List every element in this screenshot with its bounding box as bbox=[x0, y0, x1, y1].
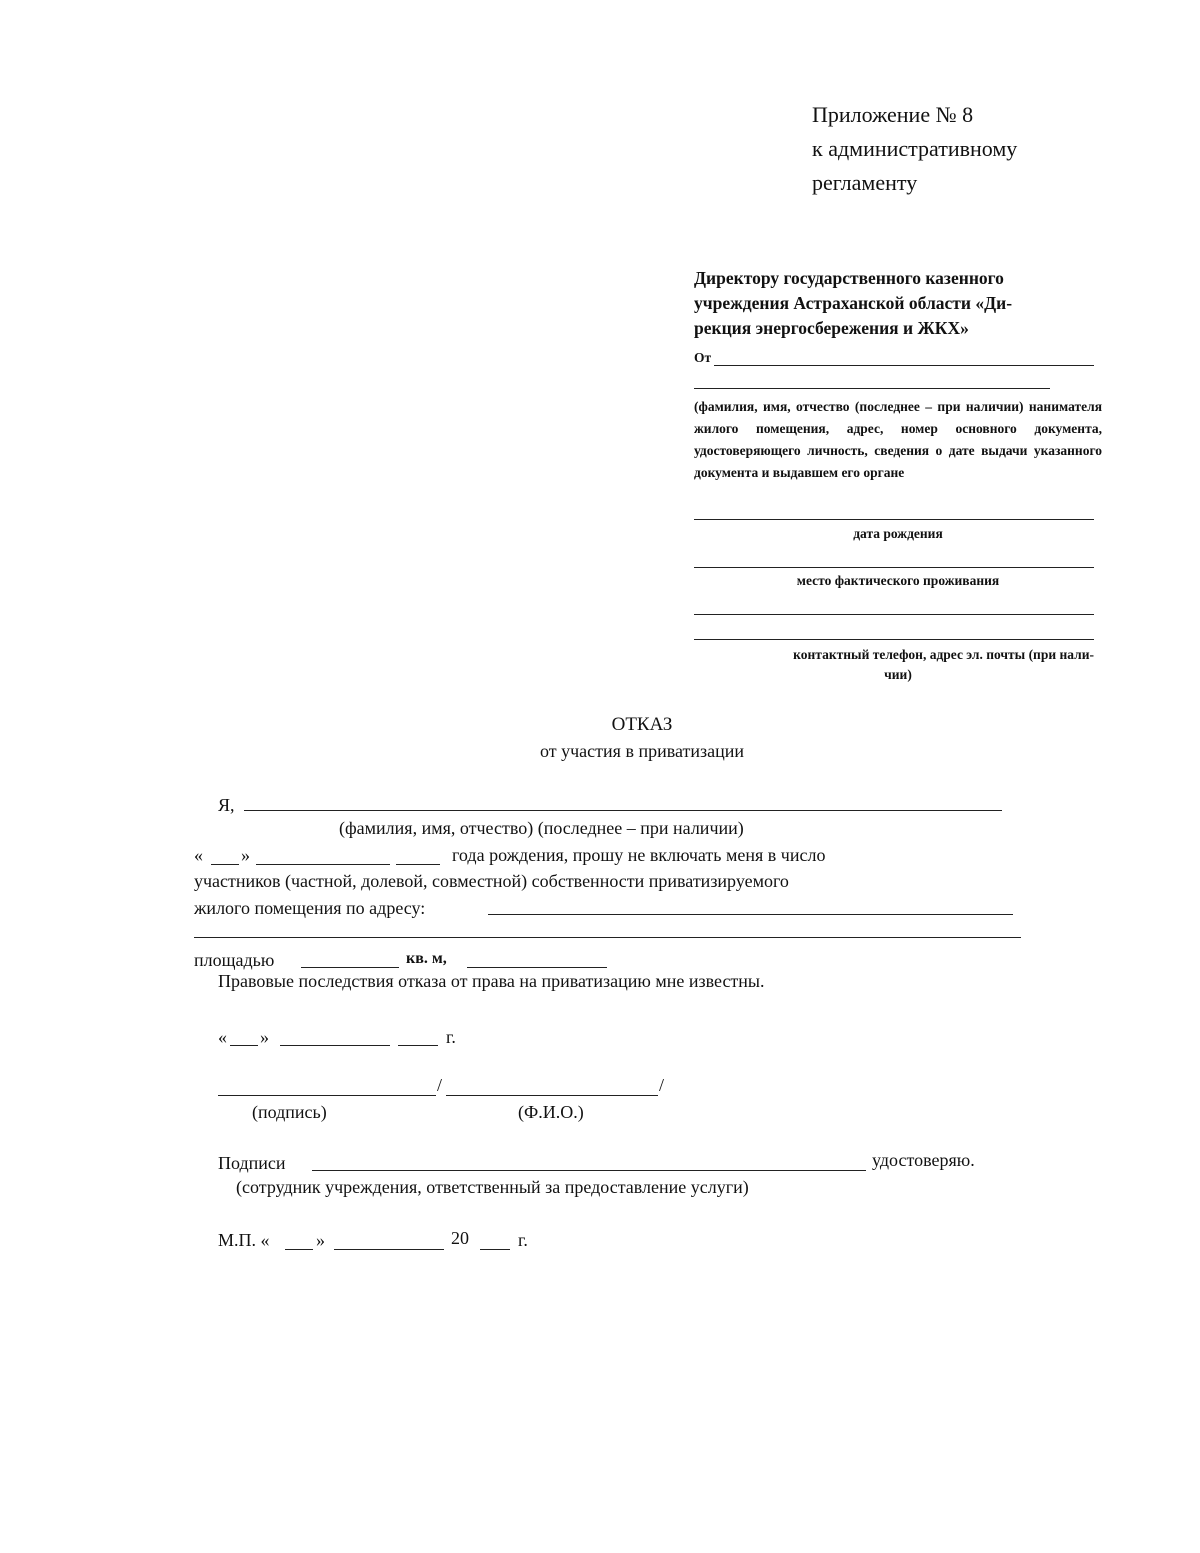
certification-suffix: удостоверяю. bbox=[872, 1150, 975, 1170]
statement-line3: участников (частной, долевой, совместной) собственности приватизируемого bbox=[194, 871, 789, 891]
certification-label: Подписи bbox=[218, 1153, 286, 1173]
date-month-field[interactable] bbox=[280, 1045, 390, 1046]
stamp-close: » bbox=[316, 1230, 325, 1250]
fio-caption: (фамилия, имя, отчество) (последнее – при наличии) bbox=[339, 818, 744, 838]
signature-slash-1: / bbox=[437, 1075, 443, 1095]
appendix-line2: к административному bbox=[812, 136, 1018, 161]
from-label: От bbox=[694, 350, 712, 365]
date-year-suffix: г. bbox=[446, 1027, 456, 1047]
signature-field[interactable] bbox=[218, 1095, 436, 1096]
signature-slash-2: / bbox=[659, 1075, 665, 1095]
addressee-block bbox=[694, 266, 1102, 341]
birth-day-close: » bbox=[241, 845, 250, 865]
stamp-label: М.П. « bbox=[218, 1230, 270, 1250]
stamp-month-field[interactable] bbox=[334, 1249, 444, 1250]
signature-caption: (подпись) bbox=[252, 1102, 327, 1122]
address-field-line-2[interactable] bbox=[194, 937, 1021, 938]
addressee-line3: рекция энергосбережения и ЖКХ» bbox=[694, 318, 969, 338]
signature-fio-caption: (Ф.И.О.) bbox=[518, 1102, 584, 1122]
residence-field-line[interactable] bbox=[694, 567, 1094, 568]
date-close: » bbox=[260, 1027, 269, 1047]
fio-field-line[interactable] bbox=[244, 810, 1002, 811]
birth-year-field[interactable] bbox=[396, 864, 440, 865]
signature-fio-field[interactable] bbox=[446, 1095, 658, 1096]
contact-field-line-2[interactable] bbox=[694, 639, 1094, 640]
birth-day-open: « bbox=[194, 845, 203, 865]
from-field-line[interactable] bbox=[714, 365, 1094, 366]
addressee-line2: учреждения Астраханской области «Ди- bbox=[694, 293, 1013, 313]
contact-caption-line1: контактный телефон, адрес эл. почты (при нали- bbox=[793, 647, 1094, 662]
document-title: ОТКАЗ bbox=[611, 714, 673, 735]
stamp-year-suffix: г. bbox=[518, 1230, 528, 1250]
certification-field[interactable] bbox=[312, 1170, 866, 1171]
date-year-field[interactable] bbox=[398, 1045, 438, 1046]
i-label: Я, bbox=[218, 795, 235, 815]
apartment-field[interactable] bbox=[467, 967, 607, 968]
appendix-line3: регламенту bbox=[812, 170, 918, 195]
birth-day-field[interactable] bbox=[211, 864, 239, 865]
date-open: « bbox=[218, 1027, 227, 1047]
area-unit: кв. м, bbox=[406, 950, 447, 967]
certification-caption: (сотрудник учреждения, ответственный за предоставление услуги) bbox=[236, 1177, 749, 1197]
area-field[interactable] bbox=[301, 967, 399, 968]
date-day-field[interactable] bbox=[230, 1045, 258, 1046]
address-field-line-1[interactable] bbox=[488, 914, 1013, 915]
birth-month-field[interactable] bbox=[256, 864, 390, 865]
stamp-year-prefix: 20 bbox=[451, 1228, 469, 1248]
addressee-line1: Директору государственного казенного bbox=[694, 268, 1004, 288]
from-field-line-2[interactable] bbox=[694, 388, 1050, 389]
statement-line4: жилого помещения по адресу: bbox=[194, 898, 426, 918]
birth-date-field-line[interactable] bbox=[694, 519, 1094, 520]
area-label: площадью bbox=[194, 950, 275, 970]
appendix-header bbox=[812, 98, 1132, 200]
stamp-year-field[interactable] bbox=[480, 1249, 510, 1250]
contact-field-line-1[interactable] bbox=[694, 614, 1094, 615]
contact-caption-line2: чии) bbox=[884, 667, 912, 682]
birth-date-caption: дата рождения bbox=[853, 526, 943, 541]
applicant-note: (фамилия, имя, отчество (последнее – при наличии) нанимателя жилого помещения, адрес, номер основного документа, удостоверяющего личность, сведения о дате выдачи указанного документа и выдавшем его органе bbox=[694, 399, 1102, 480]
document-subtitle: от участия в приватизации bbox=[540, 741, 744, 761]
stamp-day-field[interactable] bbox=[285, 1249, 313, 1250]
appendix-line1: Приложение № 8 bbox=[812, 102, 974, 127]
residence-caption: место фактического проживания bbox=[796, 573, 1000, 588]
consequences-text: Правовые последствия отказа от права на приватизацию мне известны. bbox=[218, 971, 765, 991]
birth-text: года рождения, прошу не включать меня в число bbox=[452, 845, 826, 865]
